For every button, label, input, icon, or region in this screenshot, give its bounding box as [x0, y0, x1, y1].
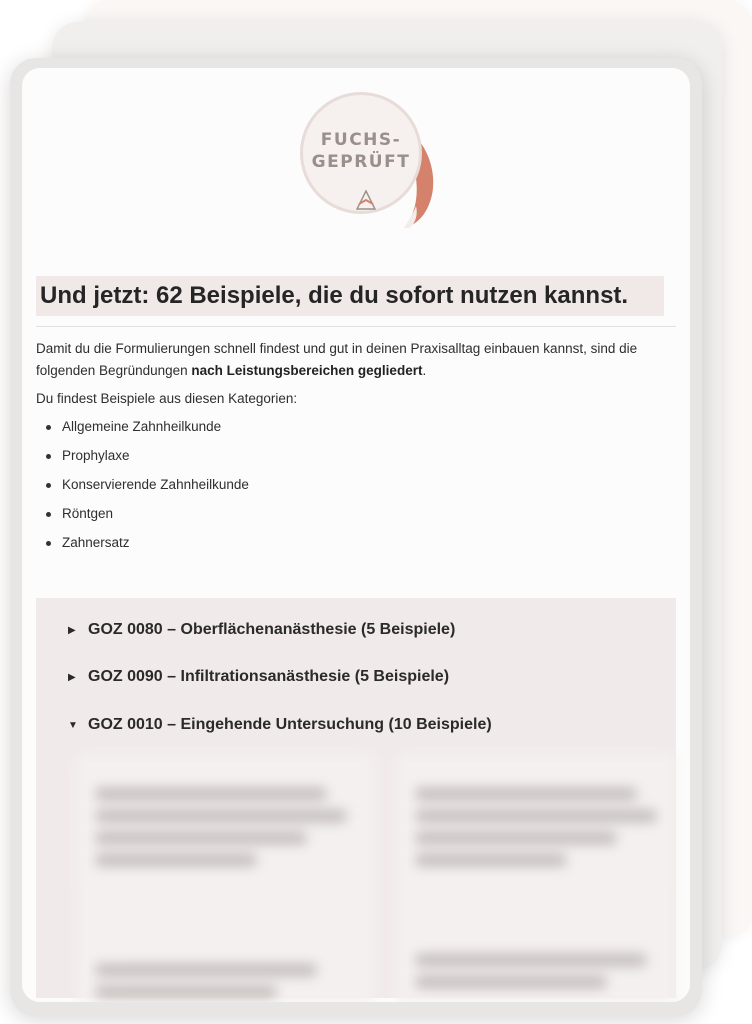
accordion-label: GOZ 0010 – Eingehende Untersuchung (10 Beispiele)	[88, 716, 492, 733]
list-item: Röntgen	[44, 503, 249, 532]
fox-face-icon	[355, 189, 377, 211]
intro-text-after: .	[422, 363, 427, 378]
badge-circle	[300, 92, 422, 214]
accordion-toggle-goz-0080[interactable]	[68, 616, 455, 644]
accordion-label: GOZ 0080 – Oberflächenanästhesie (5 Beispiele)	[88, 621, 456, 638]
document-card	[10, 58, 702, 1016]
accordion-toggle-goz-0090[interactable]	[68, 663, 449, 691]
triangle-down-icon: ▼	[68, 719, 78, 731]
divider	[36, 326, 676, 327]
categories-intro: Du findest Beispiele aus diesen Kategorien:	[36, 391, 298, 406]
list-item: Prophylaxe	[44, 445, 249, 474]
category-list	[44, 416, 249, 561]
triangle-right-icon: ▶	[68, 624, 76, 636]
triangle-right-icon: ▶	[68, 671, 76, 683]
list-item: Konservierende Zahnheilkunde	[44, 474, 249, 503]
fuchs-gepruft-badge	[292, 88, 452, 234]
badge-text-line-2: GEPRÜFT	[311, 152, 411, 172]
intro-text-bold: nach Leistungsbereichen gegliedert	[191, 363, 423, 378]
intro-text-before: Damit du die Formulierungen schnell findest und gut in deinen Praxisalltag einbauen kannst, sind die folgenden Begründungen	[36, 341, 638, 378]
accordion-label: GOZ 0090 – Infiltrationsanästhesie (5 Beispiele)	[88, 668, 450, 685]
intro-paragraph	[36, 338, 686, 382]
list-item: Zahnersatz	[44, 532, 249, 561]
accordion-toggle-goz-0010[interactable]	[68, 711, 492, 739]
page-title: Und jetzt: 62 Beispiele, die du sofort nutzen kannst.	[36, 276, 664, 316]
badge-text-line-1: FUCHS-	[320, 130, 402, 150]
blurred-card-left	[76, 754, 376, 1002]
blurred-card-right	[396, 754, 676, 1002]
document-page	[22, 68, 690, 1002]
blurred-preview	[22, 746, 690, 1002]
list-item: Allgemeine Zahnheilkunde	[44, 416, 249, 445]
